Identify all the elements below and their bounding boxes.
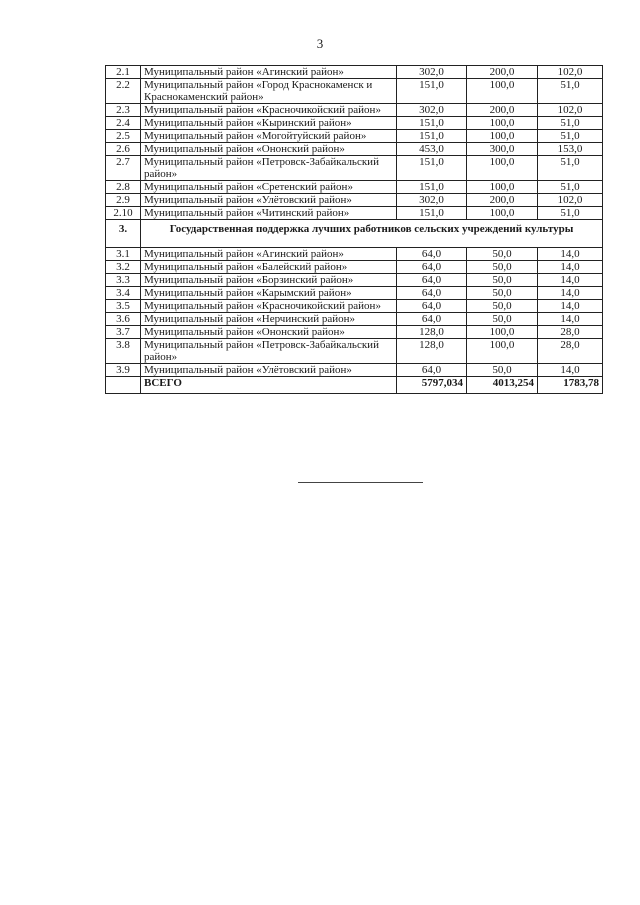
row-number: 2.1	[106, 66, 141, 79]
row-value-c: 51,0	[538, 130, 603, 143]
row-value-a: 64,0	[397, 364, 467, 377]
total-row	[106, 377, 603, 394]
row-value-a: 453,0	[397, 143, 467, 156]
row-value-a: 64,0	[397, 274, 467, 287]
page-number: 3	[316, 36, 324, 51]
row-value-a: 64,0	[397, 287, 467, 300]
row-number: 3.1	[106, 248, 141, 261]
row-name: Муниципальный район «Кыринский район»	[141, 117, 397, 130]
row-value-c: 51,0	[538, 79, 603, 104]
table-row	[106, 207, 603, 220]
row-name: Муниципальный район «Улётовский район»	[141, 364, 397, 377]
row-number: 2.2	[106, 79, 141, 104]
row-name: Муниципальный район «Карымский район»	[141, 287, 397, 300]
row-value-b: 100,0	[467, 181, 538, 194]
row-number: 3.2	[106, 261, 141, 274]
row-name: Муниципальный район «Балейский район»	[141, 261, 397, 274]
row-value-a: 151,0	[397, 130, 467, 143]
row-number: 3.6	[106, 313, 141, 326]
row-value-c: 14,0	[538, 313, 603, 326]
table-row	[106, 339, 603, 364]
row-name: Муниципальный район «Красночикойский район»	[141, 104, 397, 117]
table-row	[106, 79, 603, 104]
row-name: Муниципальный район «Сретенский район»	[141, 181, 397, 194]
row-value-b: 100,0	[467, 326, 538, 339]
row-name: Муниципальный район «Могойтуйский район»	[141, 130, 397, 143]
table-row	[106, 261, 603, 274]
row-value-c: 51,0	[538, 156, 603, 181]
row-value-c: 14,0	[538, 300, 603, 313]
row-number: 2.10	[106, 207, 141, 220]
row-value-c: 14,0	[538, 287, 603, 300]
row-value-a: 64,0	[397, 261, 467, 274]
row-name: Муниципальный район «Ононский район»	[141, 326, 397, 339]
row-number: 2.8	[106, 181, 141, 194]
row-value-a: 151,0	[397, 156, 467, 181]
total-label: ВСЕГО	[141, 377, 397, 394]
table-row	[106, 143, 603, 156]
row-value-b: 200,0	[467, 194, 538, 207]
row-value-a: 302,0	[397, 66, 467, 79]
row-value-b: 300,0	[467, 143, 538, 156]
row-value-c: 153,0	[538, 143, 603, 156]
table-row	[106, 287, 603, 300]
row-value-a: 151,0	[397, 117, 467, 130]
row-value-a: 64,0	[397, 300, 467, 313]
row-number: 2.4	[106, 117, 141, 130]
table-row	[106, 130, 603, 143]
row-value-a: 128,0	[397, 326, 467, 339]
row-value-a: 128,0	[397, 339, 467, 364]
row-value-c: 51,0	[538, 181, 603, 194]
row-value-c: 102,0	[538, 104, 603, 117]
row-value-a: 151,0	[397, 207, 467, 220]
row-value-b: 50,0	[467, 300, 538, 313]
table-row	[106, 117, 603, 130]
row-number: 3.8	[106, 339, 141, 364]
row-name: Муниципальный район «Город Краснокаменск и Краснокаменский район»	[141, 79, 397, 104]
section-3-header	[106, 220, 603, 248]
row-number: 2.3	[106, 104, 141, 117]
total-value-b: 4013,254	[467, 377, 538, 394]
total-value-c: 1783,78	[538, 377, 603, 394]
table-row	[106, 66, 603, 79]
table-row	[106, 274, 603, 287]
row-name: Муниципальный район «Ононский район»	[141, 143, 397, 156]
row-number: 3.3	[106, 274, 141, 287]
row-number: 2.5	[106, 130, 141, 143]
row-value-a: 151,0	[397, 181, 467, 194]
table-row	[106, 156, 603, 181]
row-value-b: 50,0	[467, 261, 538, 274]
row-value-a: 302,0	[397, 194, 467, 207]
row-value-b: 50,0	[467, 287, 538, 300]
row-number: 2.6	[106, 143, 141, 156]
row-value-b: 200,0	[467, 104, 538, 117]
row-value-c: 28,0	[538, 339, 603, 364]
row-value-c: 102,0	[538, 66, 603, 79]
row-name: Муниципальный район «Нерчинский район»	[141, 313, 397, 326]
section-3-rows	[106, 248, 603, 377]
row-value-b: 100,0	[467, 130, 538, 143]
row-value-a: 64,0	[397, 248, 467, 261]
row-name: Муниципальный район «Читинский район»	[141, 207, 397, 220]
row-value-b: 50,0	[467, 364, 538, 377]
row-value-c: 14,0	[538, 274, 603, 287]
row-value-b: 100,0	[467, 156, 538, 181]
row-number: 3.9	[106, 364, 141, 377]
total-num-cell	[106, 377, 141, 394]
table-row	[106, 326, 603, 339]
row-number: 3.7	[106, 326, 141, 339]
row-name: Муниципальный район «Борзинский район»	[141, 274, 397, 287]
row-name: Муниципальный район «Агинский район»	[141, 66, 397, 79]
section-2-rows	[106, 66, 603, 220]
row-number: 3.5	[106, 300, 141, 313]
row-number: 3.4	[106, 287, 141, 300]
row-name: Муниципальный район «Петровск-Забайкальский район»	[141, 339, 397, 364]
table-row	[106, 248, 603, 261]
row-value-c: 51,0	[538, 207, 603, 220]
row-name: Муниципальный район «Красночикойский район»	[141, 300, 397, 313]
row-value-b: 100,0	[467, 117, 538, 130]
row-value-c: 102,0	[538, 194, 603, 207]
row-value-c: 14,0	[538, 261, 603, 274]
table-row	[106, 194, 603, 207]
section-number: 3.	[106, 220, 141, 248]
row-number: 2.7	[106, 156, 141, 181]
row-name: Муниципальный район «Петровск-Забайкальский район»	[141, 156, 397, 181]
row-value-b: 50,0	[467, 313, 538, 326]
section-title: Государственная поддержка лучших работников сельских учреждений культуры	[141, 220, 603, 248]
row-value-c: 14,0	[538, 248, 603, 261]
table-row	[106, 104, 603, 117]
signature-line	[298, 482, 423, 483]
row-value-b: 100,0	[467, 339, 538, 364]
total-value-a: 5797,034	[397, 377, 467, 394]
row-value-b: 50,0	[467, 274, 538, 287]
row-value-c: 28,0	[538, 326, 603, 339]
row-value-b: 50,0	[467, 248, 538, 261]
row-value-c: 51,0	[538, 117, 603, 130]
row-number: 2.9	[106, 194, 141, 207]
table-row	[106, 300, 603, 313]
row-value-a: 151,0	[397, 79, 467, 104]
table-row	[106, 364, 603, 377]
row-name: Муниципальный район «Улётовский район»	[141, 194, 397, 207]
row-value-c: 14,0	[538, 364, 603, 377]
table-row	[106, 181, 603, 194]
row-value-b: 100,0	[467, 79, 538, 104]
row-name: Муниципальный район «Агинский район»	[141, 248, 397, 261]
row-value-a: 302,0	[397, 104, 467, 117]
row-value-a: 64,0	[397, 313, 467, 326]
row-value-b: 200,0	[467, 66, 538, 79]
row-value-b: 100,0	[467, 207, 538, 220]
budget-table	[105, 65, 603, 394]
table-row	[106, 313, 603, 326]
